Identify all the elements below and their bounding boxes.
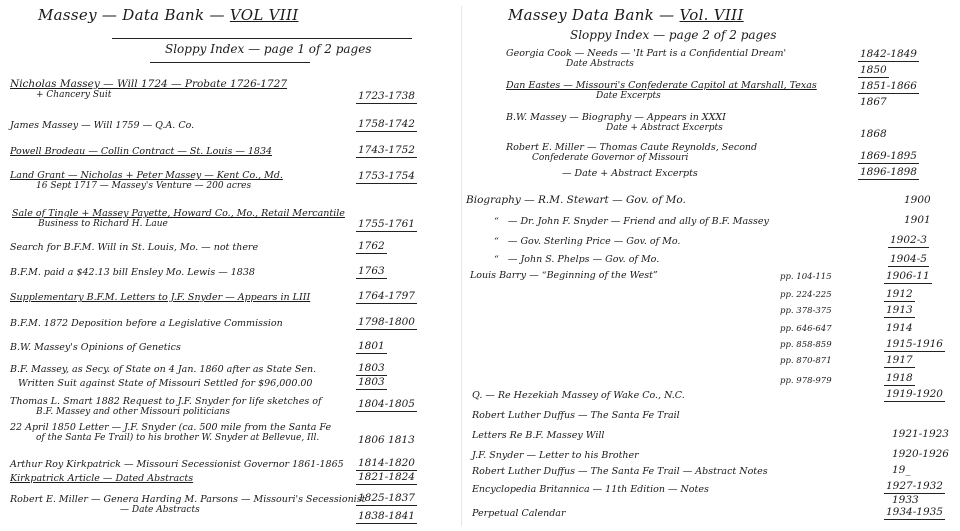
entry-date: 1904-5 (890, 253, 927, 265)
entry-date: 1901 (904, 214, 931, 226)
entry-april-1850-letter: 22 April 1850 Letter — J.F. Snyder (ca. 500 mile from the Santa Fe of the Santa Fe Trail) to his brother W. Snyder at Bellevue, Ill. (10, 422, 332, 443)
barry-page-range: pp. 870-871 (780, 356, 832, 366)
barry-page-range: pp. 858-859 (780, 340, 832, 350)
biography-phelps: “ — John S. Phelps — Gov. of Mo. (494, 254, 660, 265)
entry-date: 1838-1841 (358, 510, 415, 522)
entry-date: 1798-1800 (358, 316, 415, 328)
biography-stewart: Biography — R.M. Stewart — Gov. of Mo. (466, 194, 686, 206)
entry-bfm-bill: B.F.M. paid a $42.13 bill Ensley Mo. Lewis — 1838 (10, 267, 255, 278)
entry-james-massey: James Massey — Will 1759 — Q.A. Co. (10, 120, 195, 131)
entry-tingle-massey: Sale of Tingle + Massey Payette, Howard Co., Mo., Retail Mercantile Business to Richard H. Laue (12, 208, 345, 229)
entry-date: 1755-1761 (358, 218, 415, 230)
entry-date: 1915-1916 (886, 338, 943, 350)
entry-date: 19_ (892, 464, 911, 476)
entry-deposition: B.F.M. 1872 Deposition before a Legislative Commission (10, 318, 283, 329)
entry-hezekiah-massey: Q. — Re Hezekiah Massey of Wake Co., N.C. (472, 390, 685, 401)
entry-date: 1896-1898 (860, 166, 917, 178)
entry-robert-miller: Robert E. Miller — Genera Harding M. Parsons — Missouri's Secessionist — Date Abstracts (10, 494, 366, 515)
barry-page-range: pp. 978-979 (780, 376, 832, 386)
entry-date: 1918 (886, 372, 913, 384)
entry-date: 1914 (886, 322, 913, 334)
entry-date: 1803 (358, 376, 385, 388)
right-title-volume: Vol. VIII (679, 6, 744, 24)
entry-written-suit: Written Suit against State of Missouri Settled for $96,000.00 (18, 378, 313, 389)
barry-page-range: pp. 378-375 (780, 306, 832, 316)
right-title-prefix: Massey Data Bank — (508, 6, 680, 24)
left-index-column (0, 0, 462, 531)
left-title-prefix: Massey — Data Bank — (38, 6, 230, 24)
entry-date: 1842-1849 (860, 48, 917, 60)
entry-date: 1919-1920 (886, 388, 943, 400)
entry-kirkpatrick: Arthur Roy Kirkpatrick — Missouri Secessionist Governor 1861-1865 (10, 459, 344, 470)
left-title-rule (112, 38, 412, 39)
entry-date: 1902-3 (890, 234, 927, 246)
entry-date: 1913 (886, 304, 913, 316)
entry-date: 1804-1805 (358, 398, 415, 410)
entry-date: 1723-1738 (358, 90, 415, 102)
entry-bfm-will-letters: Letters Re B.F. Massey Will (472, 430, 605, 441)
entry-date: 1920-1926 (892, 448, 949, 460)
entry-secy-of-state: B.F. Massey, as Secy. of State on 4 Jan. 1860 after as State Sen. (10, 364, 317, 375)
entry-date: 1850 (860, 64, 887, 76)
entry-perpetual-calendar: Perpetual Calendar (472, 508, 566, 519)
entry-britannica: Encyclopedia Britannica — 11th Edition — Notes (472, 484, 709, 495)
entry-nicholas-massey: Nicholas Massey — Will 1724 — Probate 1726-1727 + Chancery Suit (10, 78, 288, 100)
entry-date: 1868 (860, 128, 887, 140)
entry-date: 1814-1820 (358, 457, 415, 469)
entry-powell-brodeau: Powell Brodeau — Collin Contract — St. Louis — 1834 (10, 146, 273, 157)
entry-date: 1758-1742 (358, 118, 415, 130)
entry-bw-massey: B.W. Massey — Biography — Appears in XXXI Date + Abstract Excerpts (506, 112, 726, 133)
biography-price: “ — Gov. Sterling Price — Gov. of Mo. (494, 236, 681, 247)
entry-thomas-smart: Thomas L. Smart 1882 Request to J.F. Snyder for life sketches of B.F. Massey and other Missouri politicians (10, 396, 322, 417)
entry-date: 1763 (358, 265, 385, 277)
left-subtitle-rule (150, 62, 310, 63)
barry-page-range: pp. 646-647 (780, 324, 832, 334)
entry-dan-eastes: Dan Eastes — Missouri's Confederate Capitol at Marshall, Texas Date Excerpts (506, 80, 817, 101)
entry-supplementary-letters: Supplementary B.F.M. Letters to J.F. Snyder — Appears in LIII (10, 292, 311, 303)
entry-abstract-excerpts: — Date + Abstract Excerpts (562, 168, 698, 179)
entry-date: 1927-1932 (886, 480, 943, 492)
entry-duffus-santa-fe: Robert Luther Duffus — The Santa Fe Trail (472, 410, 680, 421)
entry-reynolds: Robert E. Miller — Thomas Caute Reynolds, Second Confederate Governor of Missouri (506, 142, 758, 163)
entry-date: 1762 (358, 240, 385, 252)
entry-date: 1921-1923 (892, 428, 949, 440)
entry-search-will: Search for B.F.M. Will in St. Louis, Mo. — not there (10, 242, 259, 253)
entry-kirkpatrick-article: Kirkpatrick Article — Dated Abstracts (10, 473, 194, 484)
entry-genetics: B.W. Massey's Opinions of Genetics (10, 342, 181, 353)
entry-date: 1906-11 (886, 270, 930, 282)
entry-louis-barry: Louis Barry — “Beginning of the West” (470, 270, 658, 281)
entry-land-grant: Land Grant — Nicholas + Peter Massey — Kent Co., Md. 16 Sept 1717 — Massey's Venture — 200 acres (10, 170, 283, 191)
entry-date: 1917 (886, 354, 913, 366)
entry-date: 1803 (358, 362, 385, 374)
right-subtitle: Sloppy Index — page 2 of 2 pages (570, 28, 777, 42)
left-title (38, 6, 298, 24)
entry-date: 1743-1752 (358, 144, 415, 156)
entry-date: 1801 (358, 340, 385, 352)
barry-page-range: pp. 104-115 (780, 272, 832, 282)
barry-page-range: pp. 224-225 (780, 290, 832, 300)
entry-date: 1806 1813 (358, 434, 415, 446)
entry-date: 1764-1797 (358, 290, 415, 302)
entry-date: 1851-1866 (860, 80, 917, 92)
entry-date: 1900 (904, 194, 931, 206)
right-title (508, 6, 744, 24)
entry-date: 1934-1935 (886, 506, 943, 518)
left-subtitle: Sloppy Index — page 1 of 2 pages (165, 42, 372, 56)
entry-date: 1825-1837 (358, 492, 415, 504)
entry-snyder-letter: J.F. Snyder — Letter to his Brother (472, 450, 639, 461)
right-index-column (462, 0, 960, 531)
left-title-volume: VOL VIII (229, 6, 299, 24)
entry-date: 1869-1895 (860, 150, 917, 162)
entry-duffus-abstract: Robert Luther Duffus — The Santa Fe Trail — Abstract Notes (472, 466, 768, 477)
entry-date: 1753-1754 (358, 170, 415, 182)
entry-georgia-cook: Georgia Cook — Needs — 'It Part is a Confidential Dream' Date Abstracts (506, 48, 787, 69)
entry-date: 1912 (886, 288, 913, 300)
biography-snyder: “ — Dr. John F. Snyder — Friend and ally of B.F. Massey (494, 216, 769, 227)
entry-date: 1867 (860, 96, 887, 108)
entry-date: 1821-1824 (358, 471, 415, 483)
entry-date: 1933 (892, 494, 919, 506)
